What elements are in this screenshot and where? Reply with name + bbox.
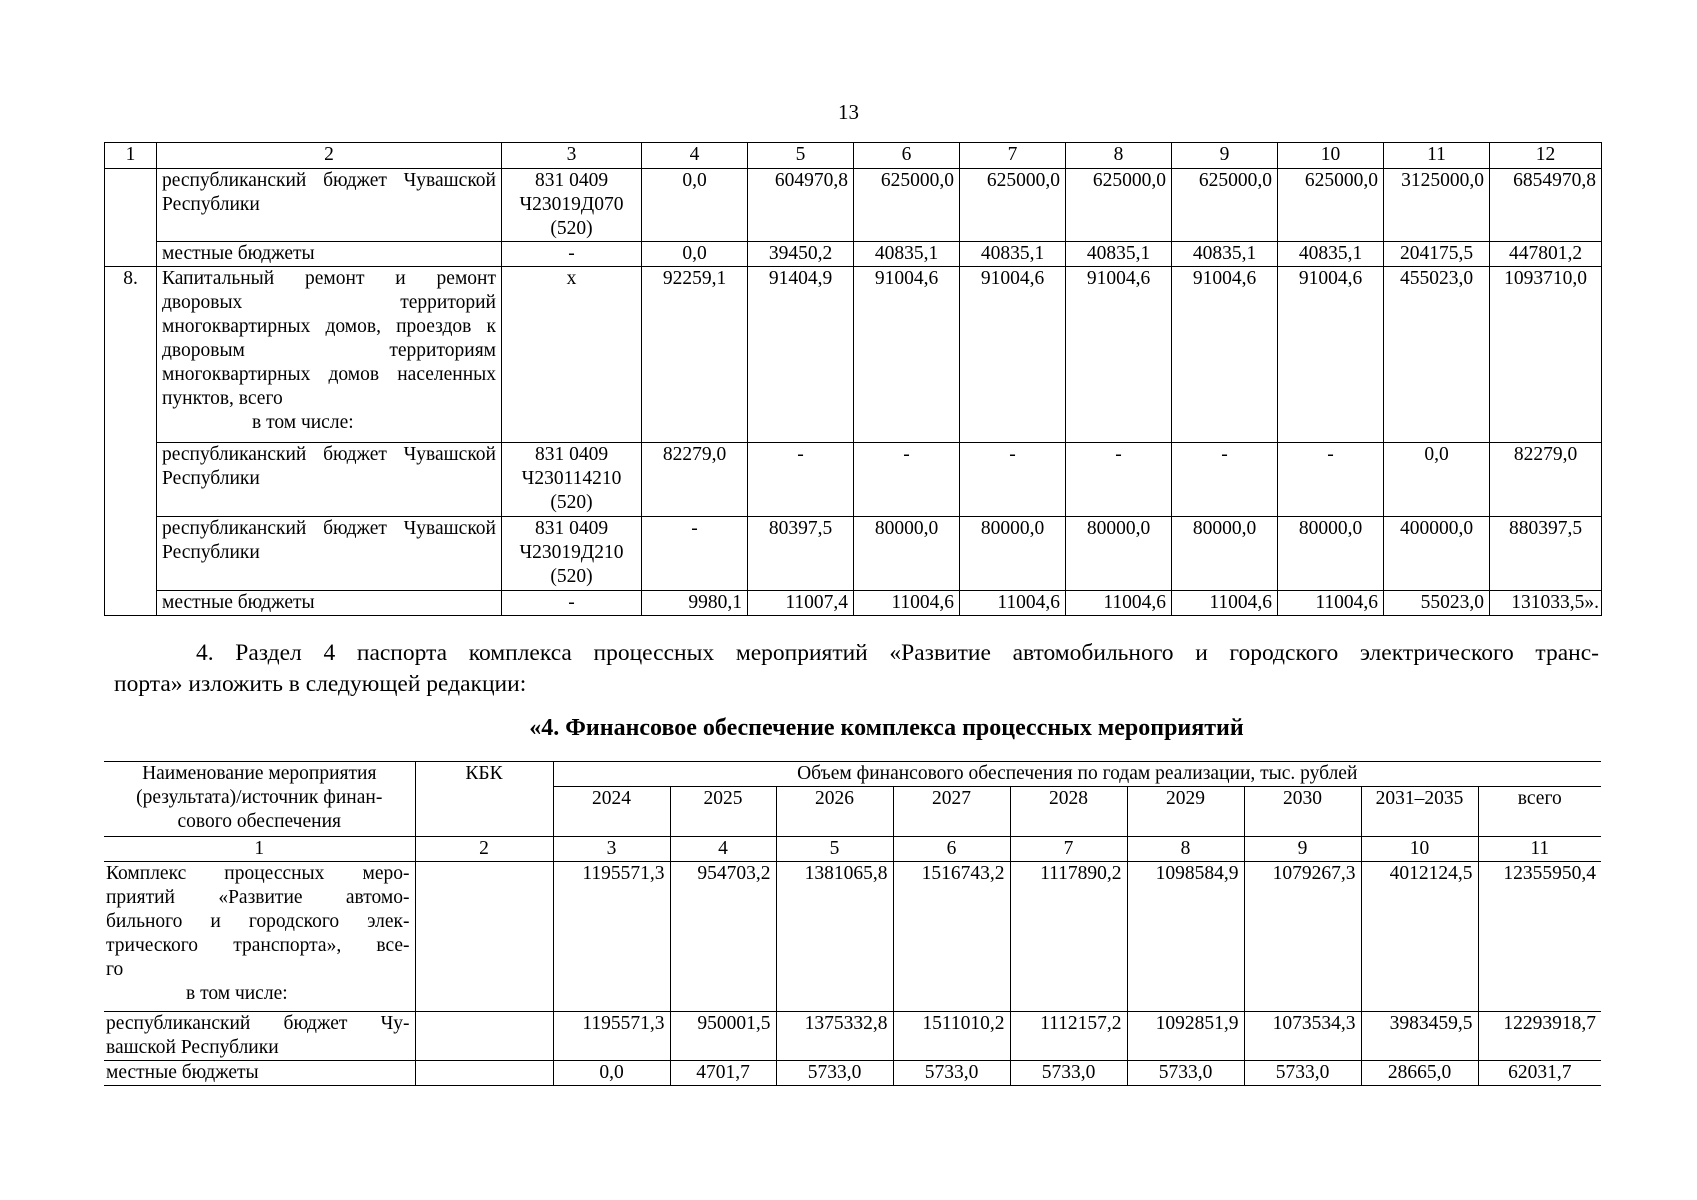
col-num: 4 — [642, 143, 748, 169]
value-cell: 82279,0 — [1490, 443, 1602, 517]
value-cell: - — [748, 443, 854, 517]
value-cell: 40835,1 — [1278, 242, 1384, 267]
table-row — [105, 242, 1602, 267]
col-num: 8 — [1127, 837, 1244, 862]
value-cell: 1195571,3 — [553, 1012, 670, 1061]
funding-table-continued — [104, 142, 1602, 616]
value-cell: 11007,4 — [748, 591, 854, 616]
value-cell: 28665,0 — [1361, 1061, 1478, 1086]
col-num: 11 — [1478, 837, 1601, 862]
value-cell: 5733,0 — [1127, 1061, 1244, 1086]
table-row — [105, 517, 1602, 591]
value-cell: 131033,5». — [1490, 591, 1602, 616]
col-num: 9 — [1244, 837, 1361, 862]
col-num: 8 — [1066, 143, 1172, 169]
value-cell: 80000,0 — [1172, 517, 1278, 591]
paragraph-line: порта» изложить в следующей редакции: — [114, 671, 527, 697]
value-cell: 80000,0 — [854, 517, 960, 591]
year-header: 2025 — [670, 787, 776, 837]
value-cell: 1073534,3 — [1244, 1012, 1361, 1061]
value-cell: 91004,6 — [854, 267, 960, 443]
row-number-cell — [105, 169, 157, 242]
year-header: 2024 — [553, 787, 670, 837]
row-number-cell — [105, 443, 157, 517]
value-cell: 40835,1 — [960, 242, 1066, 267]
source-name: республиканский бюджет Чувашской Республики — [157, 517, 502, 591]
table-row — [105, 591, 1602, 616]
value-cell: 625000,0 — [1066, 169, 1172, 242]
value-cell: 0,0 — [642, 169, 748, 242]
name-header: Наименование мероприятия (результата)/источник финан- сового обеспечения — [104, 762, 415, 837]
col-num: 9 — [1172, 143, 1278, 169]
col-num: 12 — [1490, 143, 1602, 169]
kbk-cell: - — [502, 242, 642, 267]
value-cell: 80000,0 — [960, 517, 1066, 591]
value-cell: 1381065,8 — [776, 862, 893, 1012]
value-cell: 11004,6 — [1066, 591, 1172, 616]
source-name: республиканский бюджет Чу- вашской Республики — [104, 1012, 415, 1061]
value-cell: 40835,1 — [1172, 242, 1278, 267]
col-num: 1 — [105, 143, 157, 169]
col-num: 4 — [670, 837, 776, 862]
value-cell: 447801,2 — [1490, 242, 1602, 267]
col-num: 10 — [1278, 143, 1384, 169]
source-name: местные бюджеты — [104, 1061, 415, 1086]
table-row — [105, 267, 1602, 443]
value-cell: 9980,1 — [642, 591, 748, 616]
value-cell: 91004,6 — [960, 267, 1066, 443]
col-num: 3 — [502, 143, 642, 169]
source-name: местные бюджеты — [157, 591, 502, 616]
year-header: 2028 — [1010, 787, 1127, 837]
source-name: местные бюджеты — [157, 242, 502, 267]
value-cell: 0,0 — [1384, 443, 1490, 517]
value-cell: 5733,0 — [776, 1061, 893, 1086]
value-cell: 604970,8 — [748, 169, 854, 242]
value-cell: 880397,5 — [1490, 517, 1602, 591]
column-number-row — [105, 143, 1602, 169]
value-cell: 204175,5 — [1384, 242, 1490, 267]
column-number-row — [104, 837, 1601, 862]
value-cell: 625000,0 — [854, 169, 960, 242]
event-name: Комплекс процессных меро- приятий «Развитие автомо- бильного и городского элек- трического транспорта», все- го в том числе: — [104, 862, 415, 1012]
value-cell: 80000,0 — [1278, 517, 1384, 591]
value-cell: 5733,0 — [893, 1061, 1010, 1086]
value-cell: 1375332,8 — [776, 1012, 893, 1061]
year-header: 2030 — [1244, 787, 1361, 837]
value-cell: 55023,0 — [1384, 591, 1490, 616]
value-cell: 4012124,5 — [1361, 862, 1478, 1012]
value-cell: 625000,0 — [1278, 169, 1384, 242]
value-cell: 5733,0 — [1010, 1061, 1127, 1086]
value-cell: 91404,9 — [748, 267, 854, 443]
value-cell: 6854970,8 — [1490, 169, 1602, 242]
value-cell: - — [642, 517, 748, 591]
col-num: 5 — [776, 837, 893, 862]
col-num: 1 — [104, 837, 415, 862]
page-number: 13 — [838, 100, 859, 124]
col-num: 11 — [1384, 143, 1490, 169]
kbk-cell: 831 0409 Ч23019Д210 (520) — [502, 517, 642, 591]
col-num: 5 — [748, 143, 854, 169]
value-cell: 1092851,9 — [1127, 1012, 1244, 1061]
year-header: 2031–2035 — [1361, 787, 1478, 837]
value-cell: 92259,1 — [642, 267, 748, 443]
kbk-cell: 831 0409 Ч23019Д070 (520) — [502, 169, 642, 242]
kbk-cell — [415, 1061, 553, 1086]
col-num: 10 — [1361, 837, 1478, 862]
value-cell: 400000,0 — [1384, 517, 1490, 591]
row-number-cell — [105, 242, 157, 267]
col-num: 7 — [960, 143, 1066, 169]
event-name: Капитальный ремонт и ремонт дворовых территорий многоквартирных домов, проездов к дворовым территориям многоквартирных домов населенных пунктов, всего в том числе: — [157, 267, 502, 443]
paragraph-line: 4. Раздел 4 паспорта комплекса процессных мероприятий «Развитие автомобильного и городского электрического транс- — [196, 640, 1599, 666]
value-cell: 0,0 — [642, 242, 748, 267]
value-cell: 1117890,2 — [1010, 862, 1127, 1012]
value-cell: 625000,0 — [960, 169, 1066, 242]
table-row — [104, 1061, 1601, 1086]
group-header: Объем финансового обеспечения по годам реализации, тыс. рублей — [553, 762, 1601, 787]
row-number-cell — [105, 517, 157, 591]
kbk-cell — [415, 862, 553, 1012]
value-cell: 1112157,2 — [1010, 1012, 1127, 1061]
value-cell: 80000,0 — [1066, 517, 1172, 591]
financial-support-table — [104, 761, 1601, 1086]
value-cell: 1093710,0 — [1490, 267, 1602, 443]
value-cell: 11004,6 — [1278, 591, 1384, 616]
value-cell: 1511010,2 — [893, 1012, 1010, 1061]
value-cell: 91004,6 — [1278, 267, 1384, 443]
col-num: 2 — [157, 143, 502, 169]
source-name: республиканский бюджет Чувашской Республики — [157, 443, 502, 517]
year-header: 2029 — [1127, 787, 1244, 837]
col-num: 3 — [553, 837, 670, 862]
value-cell: 82279,0 — [642, 443, 748, 517]
col-num: 2 — [415, 837, 553, 862]
value-cell: 12355950,4 — [1478, 862, 1601, 1012]
value-cell: 39450,2 — [748, 242, 854, 267]
value-cell: 4701,7 — [670, 1061, 776, 1086]
amendment-paragraph — [114, 638, 1599, 700]
col-num: 6 — [893, 837, 1010, 862]
value-cell: 11004,6 — [854, 591, 960, 616]
value-cell: 5733,0 — [1244, 1061, 1361, 1086]
value-cell: 80397,5 — [748, 517, 854, 591]
kbk-cell: 831 0409 Ч230114210 (520) — [502, 443, 642, 517]
value-cell: 11004,6 — [1172, 591, 1278, 616]
value-cell: 40835,1 — [1066, 242, 1172, 267]
value-cell: 91004,6 — [1172, 267, 1278, 443]
kbk-header: КБК — [415, 762, 553, 837]
source-name: республиканский бюджет Чувашской Республики — [157, 169, 502, 242]
table-row — [104, 862, 1601, 1012]
year-header: 2027 — [893, 787, 1010, 837]
kbk-cell: - — [502, 591, 642, 616]
value-cell: 1079267,3 — [1244, 862, 1361, 1012]
kbk-cell — [415, 1012, 553, 1061]
value-cell: 1195571,3 — [553, 862, 670, 1012]
value-cell: 950001,5 — [670, 1012, 776, 1061]
value-cell: 40835,1 — [854, 242, 960, 267]
value-cell: - — [960, 443, 1066, 517]
value-cell: 954703,2 — [670, 862, 776, 1012]
value-cell: - — [1278, 443, 1384, 517]
value-cell: - — [1172, 443, 1278, 517]
header-row — [104, 762, 1601, 787]
value-cell: 455023,0 — [1384, 267, 1490, 443]
value-cell: 62031,7 — [1478, 1061, 1601, 1086]
value-cell: 0,0 — [553, 1061, 670, 1086]
value-cell: 12293918,7 — [1478, 1012, 1601, 1061]
value-cell: 3125000,0 — [1384, 169, 1490, 242]
value-cell: 1516743,2 — [893, 862, 1010, 1012]
value-cell: - — [1066, 443, 1172, 517]
kbk-cell: x — [502, 267, 642, 443]
col-num: 6 — [854, 143, 960, 169]
value-cell: 3983459,5 — [1361, 1012, 1478, 1061]
value-cell: - — [854, 443, 960, 517]
value-cell: 1098584,9 — [1127, 862, 1244, 1012]
table-row — [105, 443, 1602, 517]
table-row — [104, 1012, 1601, 1061]
row-number-cell: 8. — [105, 267, 157, 443]
col-num: 7 — [1010, 837, 1127, 862]
table-row — [105, 169, 1602, 242]
value-cell: 11004,6 — [960, 591, 1066, 616]
year-header: всего — [1478, 787, 1601, 837]
value-cell: 91004,6 — [1066, 267, 1172, 443]
section-heading: «4. Финансовое обеспечение комплекса процессных мероприятий — [529, 715, 1244, 741]
row-number-cell — [105, 591, 157, 616]
value-cell: 625000,0 — [1172, 169, 1278, 242]
year-header: 2026 — [776, 787, 893, 837]
